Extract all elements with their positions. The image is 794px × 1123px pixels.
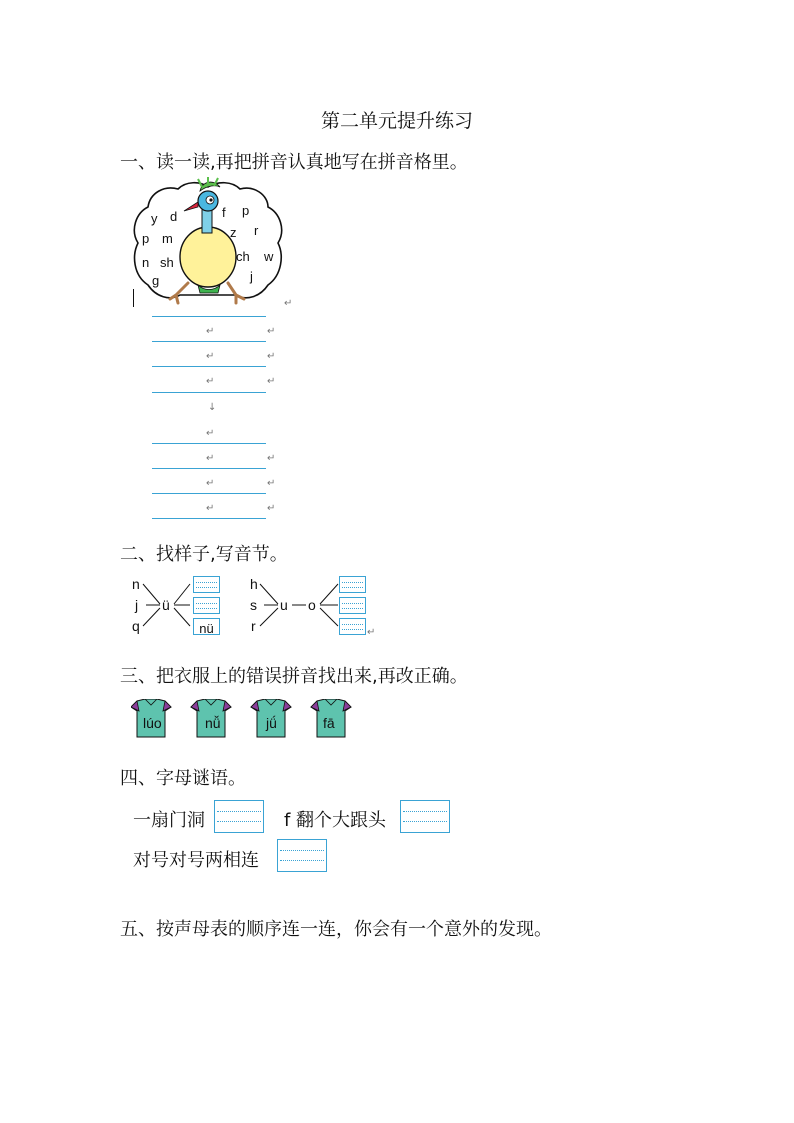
return-mark: ↵ xyxy=(267,503,276,514)
return-mark: ↵ xyxy=(206,326,215,337)
riddle-answer-box[interactable] xyxy=(400,800,450,833)
return-mark: ↵ xyxy=(206,351,215,362)
return-mark: ↵ xyxy=(206,478,215,489)
section2-heading: 二、找样子,写音节。 xyxy=(120,544,288,565)
peacock-letter: m xyxy=(162,231,173,246)
answer-box[interactable] xyxy=(193,597,220,614)
final-label: o xyxy=(308,597,316,613)
shirt-pinyin: jǘ xyxy=(266,715,277,731)
peacock-letter: j xyxy=(250,269,253,284)
shirt-pinyin: lúo xyxy=(143,715,162,731)
return-mark: ↵ xyxy=(267,478,276,489)
return-mark: ↵ xyxy=(284,298,293,309)
return-mark: ↵ xyxy=(206,428,215,439)
initial-label: q xyxy=(132,618,140,634)
section5-heading: 五、按声母表的顺序连一连，你会有一个意外的发现。 xyxy=(120,919,552,940)
page-title: 第二单元提升练习 xyxy=(320,110,473,132)
return-mark: ↵ xyxy=(206,503,215,514)
shirt-pinyin: nǚ xyxy=(205,715,221,731)
section3-heading: 三、把衣服上的错误拼音找出来,再改正确。 xyxy=(120,666,468,687)
peacock-letter: d xyxy=(170,209,178,224)
peacock-letter: sh xyxy=(160,255,174,270)
initial-label: n xyxy=(132,576,140,592)
final-label: u xyxy=(280,597,288,613)
answer-box[interactable] xyxy=(339,618,366,635)
down-mark: ↓ xyxy=(208,402,217,413)
shirts-row xyxy=(131,699,371,739)
riddle-text: f 翻个大跟头 xyxy=(284,810,387,831)
example-answer: nü xyxy=(199,621,214,636)
peacock-body xyxy=(180,227,236,287)
peacock-letter: g xyxy=(152,273,160,288)
riddle-answer-box[interactable] xyxy=(277,839,327,872)
return-mark: ↵ xyxy=(267,453,276,464)
peacock-letter: p xyxy=(142,231,150,246)
shirt-pinyin: fā xyxy=(323,715,335,731)
return-mark: ↵ xyxy=(267,376,276,387)
return-mark: ↵ xyxy=(267,351,276,362)
riddle-answer-box[interactable] xyxy=(214,800,264,833)
final-label: ü xyxy=(162,597,170,613)
initial-label: s xyxy=(250,597,257,613)
riddle-text: 一扇门洞 xyxy=(133,810,205,831)
answer-box-example xyxy=(193,618,220,635)
connector-lines xyxy=(140,576,196,636)
peacock-letter: y xyxy=(151,211,158,226)
return-mark: ↵ xyxy=(367,627,376,638)
peacock-letter: p xyxy=(242,203,250,218)
initial-label: r xyxy=(251,618,256,634)
answer-box[interactable] xyxy=(193,576,220,593)
peacock-letter: w xyxy=(264,249,274,264)
peacock-letter: r xyxy=(254,223,259,238)
return-mark: ↵ xyxy=(206,376,215,387)
return-mark: ↵ xyxy=(267,326,276,337)
peacock-letter: n xyxy=(142,255,150,270)
riddle-text: 对号对号两相连 xyxy=(133,850,259,871)
section1-heading: 一、读一读,再把拼音认真地写在拼音格里。 xyxy=(120,152,468,173)
text-cursor xyxy=(133,289,134,307)
peacock-illustration xyxy=(128,175,288,310)
initial-label: j xyxy=(135,597,139,613)
peacock-letter: f xyxy=(222,205,226,220)
return-mark: ↵ xyxy=(206,453,215,464)
section4-heading: 四、字母谜语。 xyxy=(120,768,246,789)
answer-box[interactable] xyxy=(339,576,366,593)
connector-lines xyxy=(256,576,344,636)
peacock-letter: z xyxy=(230,225,237,240)
peacock-letter: ch xyxy=(236,249,250,264)
initial-label: h xyxy=(250,576,258,592)
answer-box[interactable] xyxy=(339,597,366,614)
